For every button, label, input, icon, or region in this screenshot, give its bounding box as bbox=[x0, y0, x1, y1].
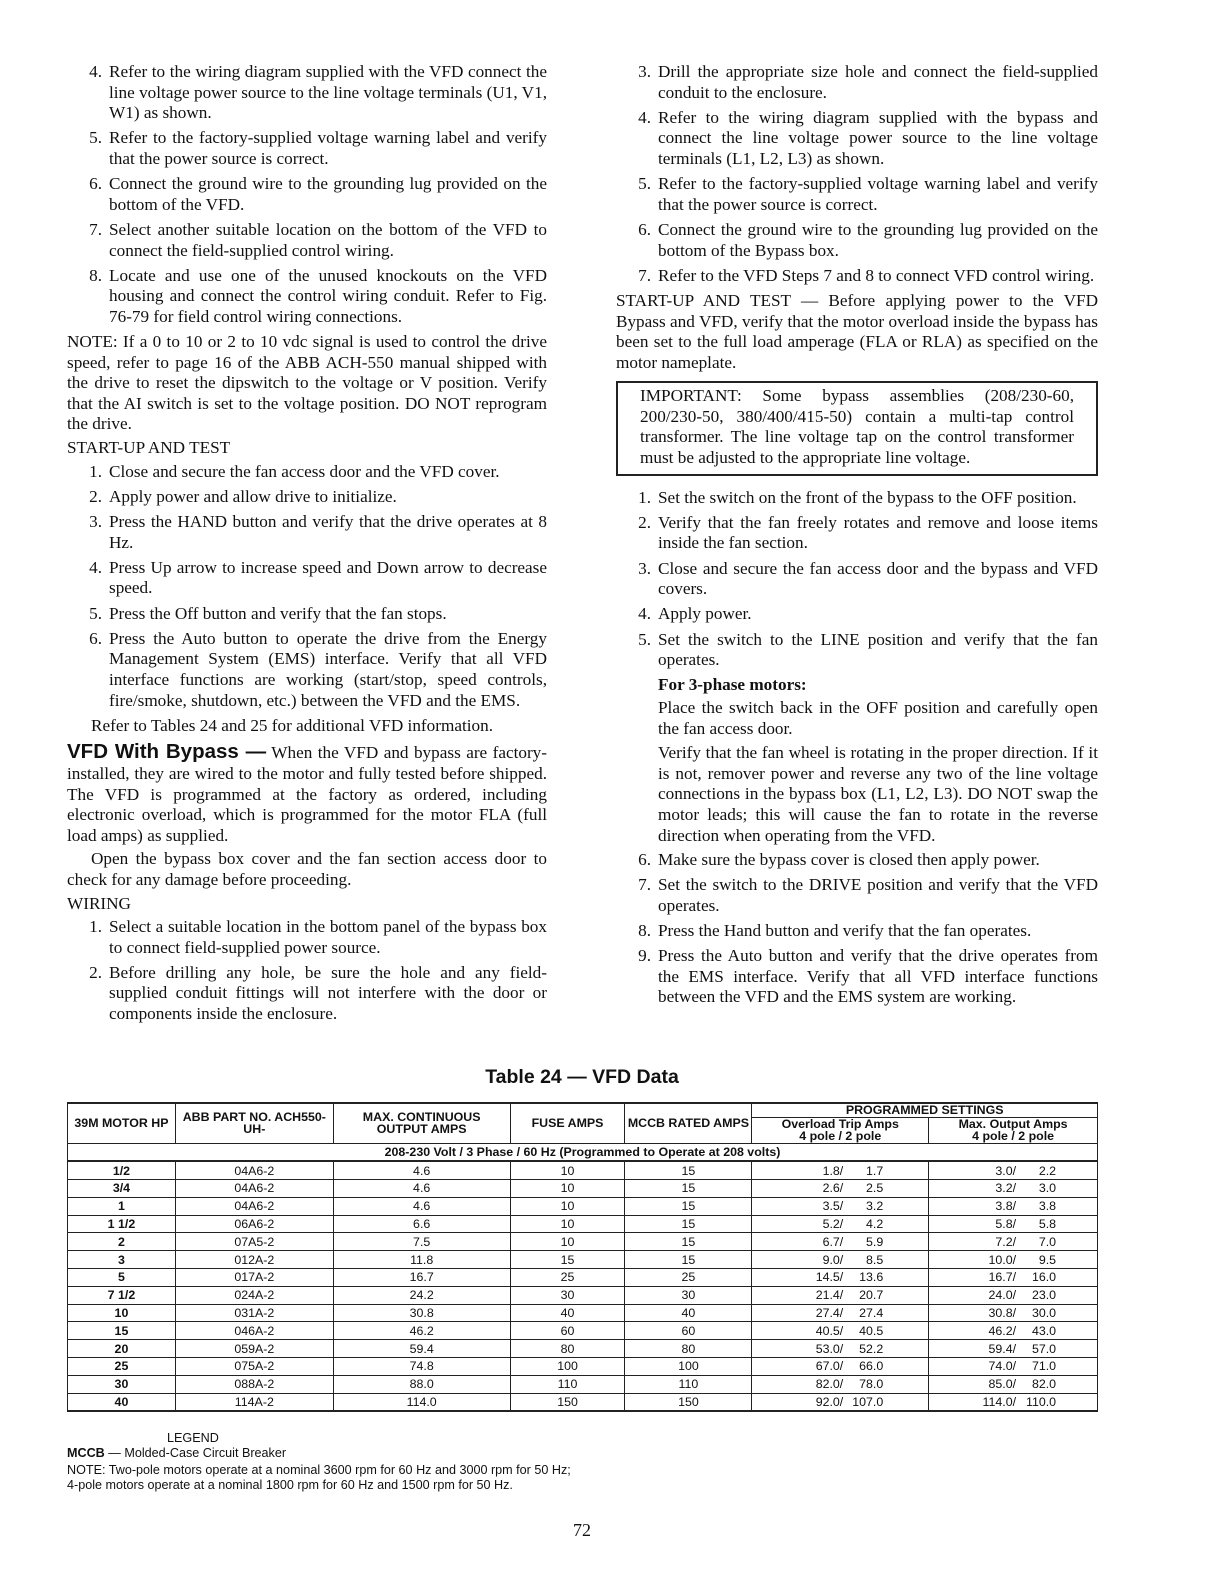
list-item bbox=[616, 220, 1098, 261]
cell-fuse-amps: 60 bbox=[510, 1322, 625, 1340]
list-item-text: Refer to the factory-supplied voltage warning label and verify that the power source is correct. bbox=[658, 174, 1098, 214]
cell-motor-hp: 40 bbox=[68, 1393, 176, 1411]
header-max-output-amps bbox=[929, 1117, 1098, 1143]
list-item bbox=[616, 875, 1098, 916]
list-item-number: 8. bbox=[89, 265, 102, 285]
cell-motor-hp: 3 bbox=[68, 1251, 176, 1269]
list-item-number: 3. bbox=[89, 512, 102, 532]
cell-overload-trip: 21.4/ 20.7 bbox=[752, 1286, 929, 1304]
cell-fuse-amps: 30 bbox=[510, 1286, 625, 1304]
list-item bbox=[616, 946, 1098, 1008]
header-max-output-amps-poles: 4 pole / 2 pole bbox=[972, 1129, 1055, 1143]
cell-mccb: 150 bbox=[625, 1393, 752, 1411]
list-item-number: 3. bbox=[638, 62, 651, 81]
header-overload-trip-label: Overload Trip Amps bbox=[781, 1116, 899, 1131]
list-item-text: Press the Off button and verify that the fan stops. bbox=[109, 603, 447, 623]
legend-mccb-abbr: MCCB bbox=[67, 1445, 105, 1460]
table-row bbox=[68, 1233, 1098, 1251]
list-item bbox=[67, 512, 547, 553]
legend-mccb-def: — Molded-Case Circuit Breaker bbox=[104, 1445, 287, 1460]
cell-part-no: 088A-2 bbox=[175, 1375, 333, 1393]
cell-max-output-amps: 7.2/ 7.0 bbox=[929, 1233, 1098, 1251]
list-item bbox=[616, 488, 1098, 509]
list-item-number: 1. bbox=[89, 917, 102, 937]
cell-part-no: 04A6-2 bbox=[175, 1161, 333, 1179]
header-mccb: MCCB RATED AMPS bbox=[625, 1103, 752, 1143]
important-box: IMPORTANT: Some bypass assemblies (208/230-60, 200/230-50, 380/400/415-50) contain a multi-tap control transformer. The line voltage tap on the control transformer must be adjusted to the appropriate line voltage. bbox=[616, 381, 1098, 475]
header-overload-trip bbox=[752, 1117, 929, 1143]
legend-mccb bbox=[67, 1446, 767, 1461]
cell-motor-hp: 15 bbox=[68, 1322, 176, 1340]
cell-mccb: 30 bbox=[625, 1286, 752, 1304]
table-title: Table 24 — VFD Data bbox=[485, 1066, 679, 1088]
table-row bbox=[68, 1358, 1098, 1376]
list-item-text: Press the HAND button and verify that the drive operates at 8 Hz. bbox=[109, 512, 547, 552]
legend bbox=[67, 1431, 767, 1492]
cell-max-output-amps: 3.8/ 3.8 bbox=[929, 1197, 1098, 1215]
legend-heading: LEGEND bbox=[167, 1431, 219, 1445]
list-item-text: Press the Hand button and verify that the fan operates. bbox=[658, 921, 1032, 941]
list-item bbox=[616, 850, 1098, 871]
list-item-text: Set the switch to the LINE position and verify that the fan operates. bbox=[658, 629, 1098, 670]
table-body bbox=[68, 1161, 1098, 1411]
cell-part-no: 114A-2 bbox=[175, 1393, 333, 1411]
dipswitch-note: NOTE: If a 0 to 10 or 2 to 10 vdc signal is used to control the drive speed, refer to page 16 of the ABB ACH-550 manual shipped with the drive to reset the dipswitch to the voltage or V position. Verify that the AI switch is set to the voltage position. DO NOT reprogram the drive. bbox=[67, 332, 547, 434]
list-item-text: Select another suitable location on the bottom of the VFD to connect the field-supplied control wiring. bbox=[109, 219, 547, 260]
list-item-text: Apply power. bbox=[658, 604, 752, 624]
cell-max-output-amps: 85.0/ 82.0 bbox=[929, 1375, 1098, 1393]
header-max-output-amps-label: Max. Output Amps bbox=[958, 1116, 1068, 1131]
list-item-text: Close and secure the fan access door and the VFD cover. bbox=[109, 461, 500, 481]
bypass-heading: VFD With Bypass — bbox=[67, 740, 267, 764]
list-item-number: 6. bbox=[638, 850, 651, 870]
list-item bbox=[616, 174, 1098, 215]
list-item bbox=[616, 62, 1098, 103]
cell-fuse-amps: 15 bbox=[510, 1251, 625, 1269]
cell-overload-trip: 82.0/ 78.0 bbox=[752, 1375, 929, 1393]
cell-max-output-amps: 114.0/ 110.0 bbox=[929, 1393, 1098, 1411]
list-item bbox=[616, 630, 1098, 671]
list-item-text: Connect the ground wire to the grounding lug provided on the bottom of the Bypass box. bbox=[658, 219, 1098, 260]
header-max-output: MAX. CONTINUOUS OUTPUT AMPS bbox=[333, 1103, 510, 1143]
three-phase-p1: Place the switch back in the OFF position and carefully open the fan access door. bbox=[658, 697, 1098, 738]
list-item-number: 9. bbox=[638, 946, 651, 966]
cell-part-no: 04A6-2 bbox=[175, 1197, 333, 1215]
cell-overload-trip: 40.5/ 40.5 bbox=[752, 1322, 929, 1340]
cell-max-output: 7.5 bbox=[333, 1233, 510, 1251]
cell-mccb: 100 bbox=[625, 1358, 752, 1376]
startup-steps-list bbox=[67, 462, 547, 712]
table-row bbox=[68, 1304, 1098, 1322]
bypass-startup-list-cont bbox=[616, 850, 1098, 1008]
table-row bbox=[68, 1215, 1098, 1233]
table-row bbox=[68, 1161, 1098, 1179]
cell-motor-hp: 3/4 bbox=[68, 1180, 176, 1198]
cell-overload-trip: 9.0/ 8.5 bbox=[752, 1251, 929, 1269]
list-item-number: 6. bbox=[638, 219, 651, 239]
cell-max-output: 4.6 bbox=[333, 1197, 510, 1215]
list-item-number: 3. bbox=[638, 558, 651, 578]
list-item-text: Refer to the VFD Steps 7 and 8 to connect VFD control wiring. bbox=[658, 265, 1095, 285]
cell-mccb: 25 bbox=[625, 1269, 752, 1287]
cell-max-output: 114.0 bbox=[333, 1393, 510, 1411]
list-item bbox=[67, 917, 547, 958]
cell-max-output-amps: 30.8/ 30.0 bbox=[929, 1304, 1098, 1322]
list-item-text: Press Up arrow to increase speed and Down arrow to decrease speed. bbox=[109, 557, 547, 598]
table-row bbox=[68, 1322, 1098, 1340]
list-item-number: 4. bbox=[638, 107, 651, 127]
cell-max-output: 30.8 bbox=[333, 1304, 510, 1322]
list-item-number: 1. bbox=[89, 461, 102, 481]
table-row bbox=[68, 1269, 1098, 1287]
cell-mccb: 15 bbox=[625, 1161, 752, 1179]
cell-part-no: 059A-2 bbox=[175, 1340, 333, 1358]
cell-motor-hp: 1 1/2 bbox=[68, 1215, 176, 1233]
cell-motor-hp: 1/2 bbox=[68, 1161, 176, 1179]
cell-fuse-amps: 10 bbox=[510, 1180, 625, 1198]
list-item-number: 5. bbox=[638, 629, 651, 649]
cell-mccb: 15 bbox=[625, 1251, 752, 1269]
list-item-text: Refer to the wiring diagram supplied with the VFD connect the line voltage power source to the line voltage terminals (U1, V1, W1) as shown. bbox=[109, 62, 547, 123]
list-item-text: Connect the ground wire to the grounding lug provided on the bottom of the VFD. bbox=[109, 174, 547, 214]
list-item bbox=[67, 128, 547, 169]
cell-fuse-amps: 40 bbox=[510, 1304, 625, 1322]
cell-overload-trip: 53.0/ 52.2 bbox=[752, 1340, 929, 1358]
cell-motor-hp: 2 bbox=[68, 1233, 176, 1251]
list-item-text: Make sure the bypass cover is closed then apply power. bbox=[658, 850, 1040, 870]
cell-mccb: 80 bbox=[625, 1340, 752, 1358]
header-overload-trip-poles: 4 pole / 2 pole bbox=[799, 1129, 882, 1143]
table-row bbox=[68, 1340, 1098, 1358]
bypass-text: When the VFD and bypass are factory-installed, they are wired to the motor and fully tested before shipped. The VFD is programmed at the factory as ordered, including electronic overload, which is programmed for the motor FLA (full load amps) as supplied. bbox=[67, 743, 547, 845]
list-item-number: 2. bbox=[89, 962, 102, 982]
cell-max-output-amps: 46.2/ 43.0 bbox=[929, 1322, 1098, 1340]
list-item-text: Press the Auto button to operate the drive from the Energy Management System (EMS) interface. Verify that all VFD interface functions are working (start/stop, speed controls, fire/smoke, shutdown, etc.) between the VFD and the EMS. bbox=[109, 628, 547, 710]
list-item-number: 8. bbox=[638, 921, 651, 941]
cell-part-no: 075A-2 bbox=[175, 1358, 333, 1376]
cell-max-output: 6.6 bbox=[333, 1215, 510, 1233]
cell-mccb: 110 bbox=[625, 1375, 752, 1393]
list-item-number: 2. bbox=[638, 512, 651, 532]
three-phase-heading: For 3-phase motors: bbox=[658, 675, 807, 695]
legend-note-1: NOTE: Two-pole motors operate at a nominal 3600 rpm for 60 Hz and 3000 rpm for 50 Hz; bbox=[67, 1463, 571, 1477]
cell-max-output-amps: 5.8/ 5.8 bbox=[929, 1215, 1098, 1233]
cell-overload-trip: 2.6/ 2.5 bbox=[752, 1180, 929, 1198]
list-item-number: 7. bbox=[89, 219, 102, 239]
cell-part-no: 07A5-2 bbox=[175, 1233, 333, 1251]
cell-fuse-amps: 100 bbox=[510, 1358, 625, 1376]
wiring-steps-list bbox=[67, 62, 547, 328]
list-item-text: Drill the appropriate size hole and connect the field-supplied conduit to the enclosure. bbox=[658, 62, 1098, 102]
bypass-wiring-list bbox=[67, 917, 547, 1025]
list-item bbox=[67, 220, 547, 261]
list-item-text: Refer to the wiring diagram supplied with the bypass and connect the line voltage power source to the line voltage terminals (L1, L2, L3) as shown. bbox=[658, 107, 1098, 168]
list-item-text: Press the Auto button and verify that the drive operates from the EMS interface. Verify that all VFD interface functions between the VFD and the EMS system are working. bbox=[658, 946, 1098, 1007]
list-item bbox=[67, 629, 547, 711]
list-item-text: Close and secure the fan access door and the bypass and VFD covers. bbox=[658, 558, 1098, 599]
list-item bbox=[67, 963, 547, 1025]
cell-part-no: 046A-2 bbox=[175, 1322, 333, 1340]
cell-fuse-amps: 25 bbox=[510, 1269, 625, 1287]
cell-part-no: 024A-2 bbox=[175, 1286, 333, 1304]
header-motor-hp: 39M MOTOR HP bbox=[68, 1103, 176, 1143]
cell-fuse-amps: 10 bbox=[510, 1215, 625, 1233]
list-item-text: Set the switch on the front of the bypass to the OFF position. bbox=[658, 487, 1077, 507]
bypass-wiring-list-cont bbox=[616, 62, 1098, 286]
list-item-number: 4. bbox=[89, 62, 102, 81]
cell-motor-hp: 10 bbox=[68, 1304, 176, 1322]
cell-max-output-amps: 16.7/ 16.0 bbox=[929, 1269, 1098, 1287]
cell-max-output-amps: 74.0/ 71.0 bbox=[929, 1358, 1098, 1376]
cell-motor-hp: 25 bbox=[68, 1358, 176, 1376]
list-item-number: 2. bbox=[89, 486, 102, 506]
vfd-data-table bbox=[67, 1102, 1098, 1412]
three-phase-section bbox=[616, 675, 1098, 846]
wiring-heading: WIRING bbox=[67, 893, 131, 913]
cell-max-output-amps: 3.0/ 2.2 bbox=[929, 1161, 1098, 1179]
list-item bbox=[616, 266, 1098, 287]
cell-motor-hp: 5 bbox=[68, 1269, 176, 1287]
cell-fuse-amps: 10 bbox=[510, 1233, 625, 1251]
table-row bbox=[68, 1180, 1098, 1198]
cell-motor-hp: 20 bbox=[68, 1340, 176, 1358]
header-part-no: ABB PART NO. ACH550-UH- bbox=[175, 1103, 333, 1143]
cell-max-output-amps: 10.0/ 9.5 bbox=[929, 1251, 1098, 1269]
open-box-text: Open the bypass box cover and the fan section access door to check for any damage before proceeding. bbox=[67, 849, 547, 889]
cell-mccb: 15 bbox=[625, 1180, 752, 1198]
cell-max-output: 74.8 bbox=[333, 1358, 510, 1376]
cell-overload-trip: 3.5/ 3.2 bbox=[752, 1197, 929, 1215]
cell-motor-hp: 7 1/2 bbox=[68, 1286, 176, 1304]
cell-max-output: 4.6 bbox=[333, 1161, 510, 1179]
list-item-number: 4. bbox=[89, 557, 102, 577]
cell-max-output-amps: 24.0/ 23.0 bbox=[929, 1286, 1098, 1304]
cell-part-no: 031A-2 bbox=[175, 1304, 333, 1322]
cell-mccb: 40 bbox=[625, 1304, 752, 1322]
cell-fuse-amps: 10 bbox=[510, 1161, 625, 1179]
legend-note-2: 4-pole motors operate at a nominal 1800 rpm for 60 Hz and 1500 rpm for 50 Hz. bbox=[67, 1477, 513, 1492]
cell-fuse-amps: 80 bbox=[510, 1340, 625, 1358]
list-item-number: 7. bbox=[638, 875, 651, 895]
list-item-text: Select a suitable location in the bottom panel of the bypass box to connect field-supplied power source. bbox=[109, 917, 547, 957]
cell-max-output: 16.7 bbox=[333, 1269, 510, 1287]
cell-max-output-amps: 59.4/ 57.0 bbox=[929, 1340, 1098, 1358]
cell-overload-trip: 27.4/ 27.4 bbox=[752, 1304, 929, 1322]
list-item bbox=[616, 108, 1098, 170]
startup-heading: START-UP AND TEST bbox=[67, 438, 231, 458]
table-row bbox=[68, 1251, 1098, 1269]
cell-motor-hp: 1 bbox=[68, 1197, 176, 1215]
list-item-number: 5. bbox=[638, 174, 651, 194]
cell-part-no: 06A6-2 bbox=[175, 1215, 333, 1233]
list-item-number: 5. bbox=[89, 603, 102, 623]
list-item-text: Before drilling any hole, be sure the hole and any field-supplied conduit fittings will not interfere with the door or components inside the enclosure. bbox=[109, 962, 547, 1024]
cell-part-no: 012A-2 bbox=[175, 1251, 333, 1269]
cell-overload-trip: 14.5/ 13.6 bbox=[752, 1269, 929, 1287]
list-item-text: Verify that the fan freely rotates and remove and loose items inside the fan section. bbox=[658, 512, 1098, 553]
list-item bbox=[616, 559, 1098, 600]
list-item bbox=[67, 266, 547, 328]
cell-overload-trip: 1.8/ 1.7 bbox=[752, 1161, 929, 1179]
list-item bbox=[67, 487, 547, 508]
cell-part-no: 017A-2 bbox=[175, 1269, 333, 1287]
cell-max-output: 88.0 bbox=[333, 1375, 510, 1393]
list-item-text: Refer to the factory-supplied voltage warning label and verify that the power source is correct. bbox=[109, 128, 547, 168]
left-column bbox=[67, 62, 547, 1029]
table-row bbox=[68, 1197, 1098, 1215]
cell-max-output: 46.2 bbox=[333, 1322, 510, 1340]
cell-mccb: 60 bbox=[625, 1322, 752, 1340]
cell-overload-trip: 92.0/ 107.0 bbox=[752, 1393, 929, 1411]
header-programmed-settings: PROGRAMMED SETTINGS bbox=[752, 1103, 1098, 1117]
list-item bbox=[67, 462, 547, 483]
cell-max-output-amps: 3.2/ 3.0 bbox=[929, 1180, 1098, 1198]
list-item-number: 5. bbox=[89, 128, 102, 148]
table-row bbox=[68, 1375, 1098, 1393]
cell-mccb: 15 bbox=[625, 1215, 752, 1233]
list-item-text: Locate and use one of the unused knockouts on the VFD housing and connect the control wiring conduit. Refer to Fig. 76-79 for field control wiring connections. bbox=[109, 265, 547, 326]
list-item bbox=[67, 604, 547, 625]
list-item bbox=[616, 513, 1098, 554]
right-column bbox=[616, 62, 1098, 1013]
cell-overload-trip: 5.2/ 4.2 bbox=[752, 1215, 929, 1233]
list-item bbox=[67, 174, 547, 215]
list-item-number: 4. bbox=[638, 604, 651, 624]
cell-fuse-amps: 150 bbox=[510, 1393, 625, 1411]
list-item-text: Set the switch to the DRIVE position and verify that the VFD operates. bbox=[658, 875, 1098, 915]
cell-max-output: 4.6 bbox=[333, 1180, 510, 1198]
cell-overload-trip: 6.7/ 5.9 bbox=[752, 1233, 929, 1251]
header-fuse-amps: FUSE AMPS bbox=[510, 1103, 625, 1143]
cell-max-output: 59.4 bbox=[333, 1340, 510, 1358]
list-item bbox=[616, 921, 1098, 942]
cell-fuse-amps: 110 bbox=[510, 1375, 625, 1393]
cell-part-no: 04A6-2 bbox=[175, 1180, 333, 1198]
voltage-range-row: 208-230 Volt / 3 Phase / 60 Hz (Programmed to Operate at 208 volts) bbox=[68, 1143, 1098, 1161]
page-number: 72 bbox=[573, 1520, 591, 1540]
list-item bbox=[67, 558, 547, 599]
table-row bbox=[68, 1286, 1098, 1304]
list-item-number: 6. bbox=[89, 628, 102, 648]
cell-overload-trip: 67.0/ 66.0 bbox=[752, 1358, 929, 1376]
three-phase-p2: Verify that the fan wheel is rotating in the proper direction. If it is not, remover power and reverse any two of the line voltage connections in the bypass box (L1, L2, L3). DO NOT swap the motor leads; this will cause the fan to rotate in the reverse direction when operating from the VFD. bbox=[658, 743, 1098, 845]
bypass-startup-list bbox=[616, 488, 1098, 671]
bypass-startup-text: START-UP AND TEST — Before applying power to the VFD Bypass and VFD, verify that the motor overload inside the bypass has been set to the full load amperage (FLA or RLA) as specified on the motor nameplate. bbox=[616, 290, 1098, 372]
list-item-text: Apply power and allow drive to initialize. bbox=[109, 486, 397, 506]
cell-mccb: 15 bbox=[625, 1197, 752, 1215]
list-item-number: 1. bbox=[638, 487, 651, 507]
table-row bbox=[68, 1393, 1098, 1411]
list-item bbox=[67, 62, 547, 124]
bypass-paragraph bbox=[67, 742, 547, 846]
cell-mccb: 15 bbox=[625, 1233, 752, 1251]
list-item-number: 6. bbox=[89, 174, 102, 194]
refer-tables-text: Refer to Tables 24 and 25 for additional VFD information. bbox=[91, 715, 493, 735]
cell-max-output: 11.8 bbox=[333, 1251, 510, 1269]
cell-motor-hp: 30 bbox=[68, 1375, 176, 1393]
cell-max-output: 24.2 bbox=[333, 1286, 510, 1304]
list-item-number: 7. bbox=[638, 265, 651, 285]
list-item bbox=[616, 604, 1098, 625]
cell-fuse-amps: 10 bbox=[510, 1197, 625, 1215]
